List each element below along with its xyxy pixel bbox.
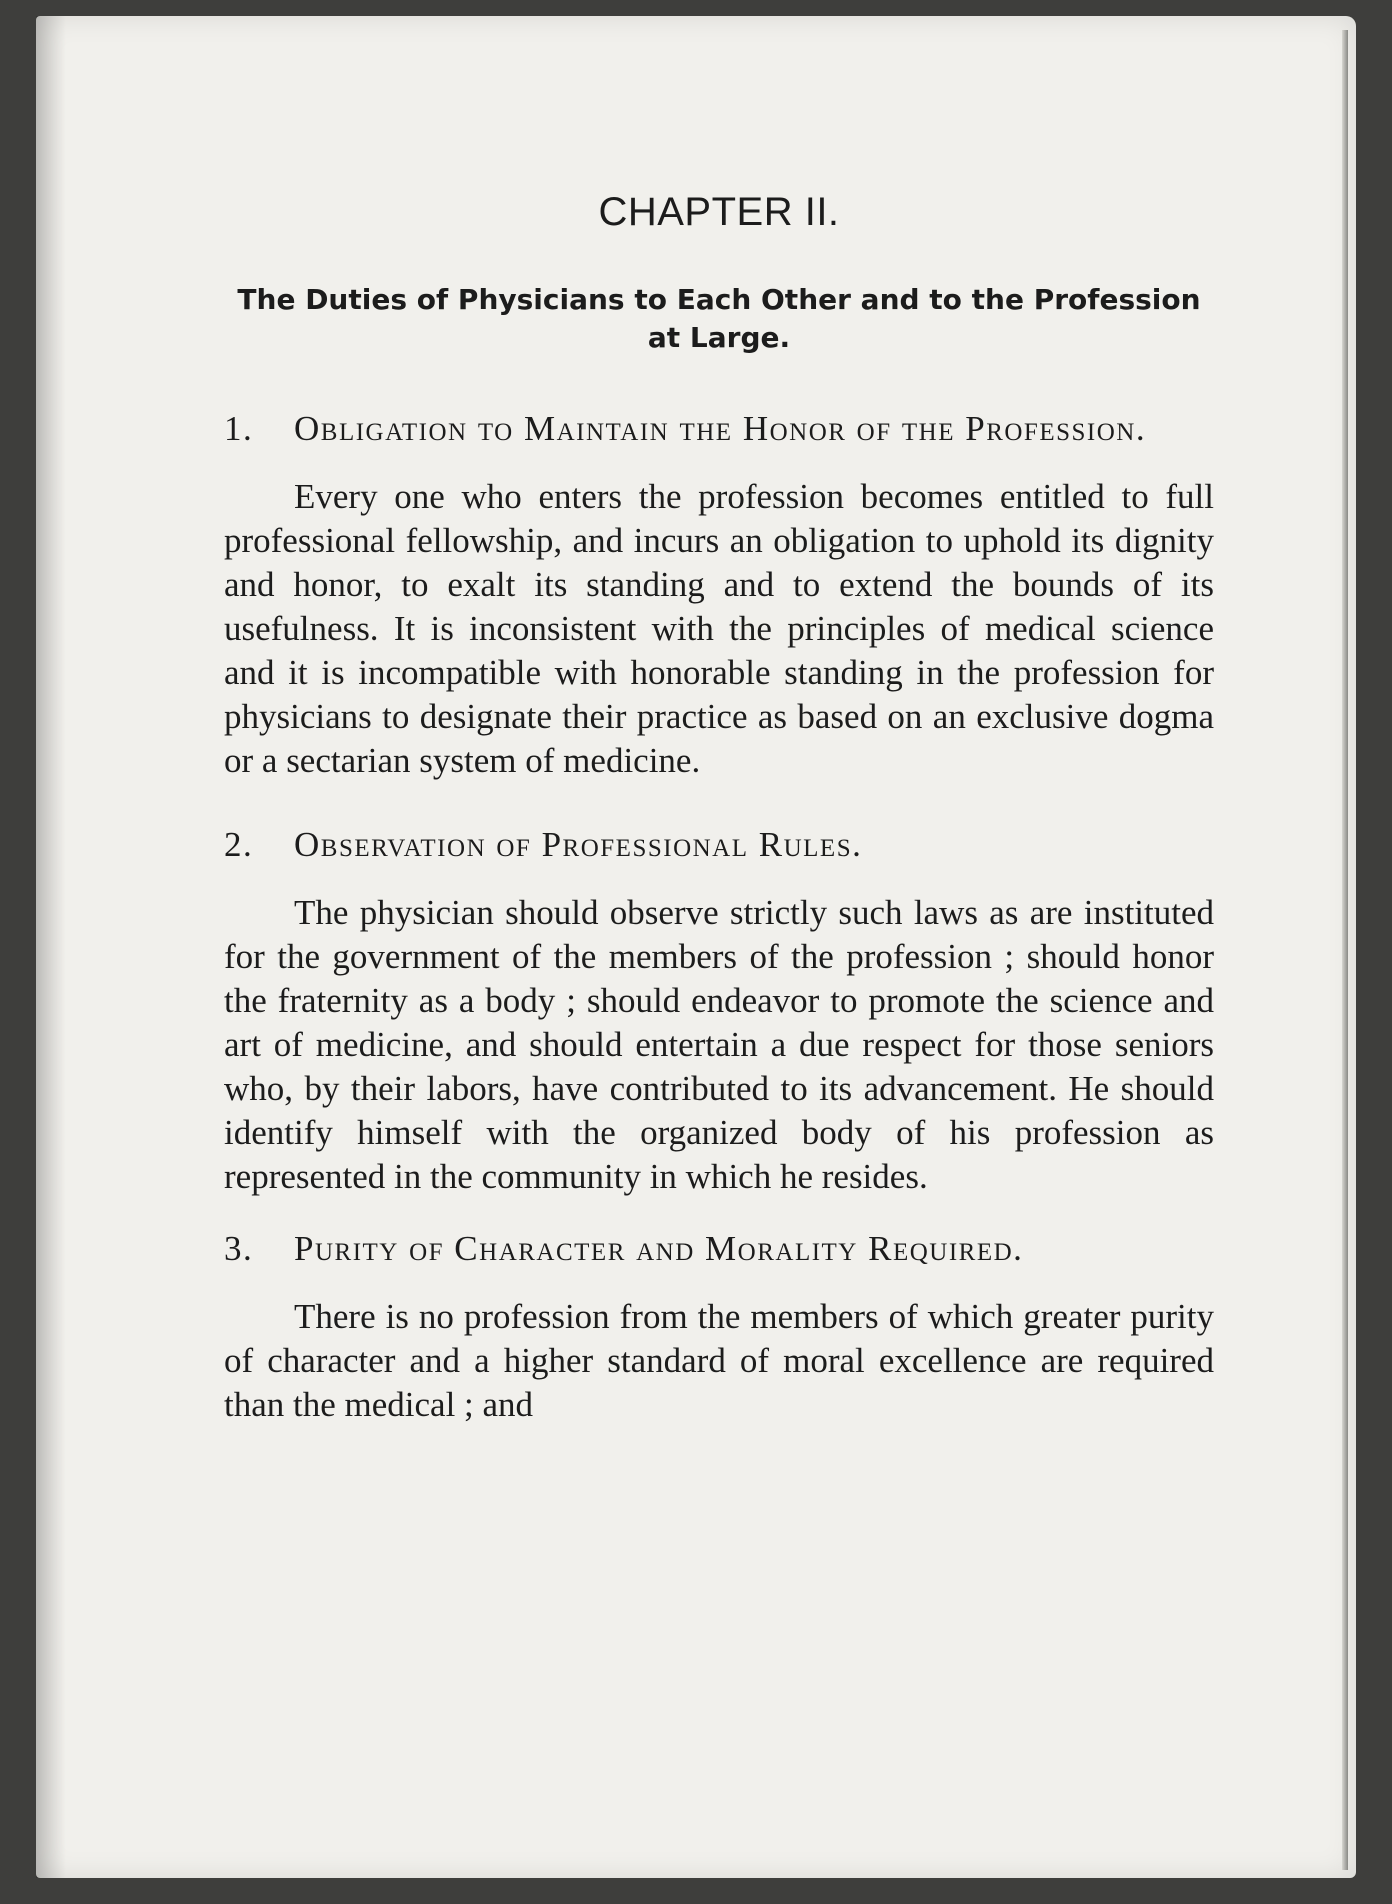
chapter-subtitle: The Duties of Physicians to Each Other and to the Profession at Large. — [237, 283, 1201, 354]
chapter-title: CHAPTER II. — [598, 190, 840, 234]
section-1-number: 1. — [224, 409, 254, 448]
section-1-text: Every one who enters the profession becomes entitled to full professional fellowship, and incurs an obligation to uphold its dignity and honor, to exalt its standing and to extend the bounds of its usefulness. It is inconsistent with the principles of medical science and it is incompatible with honorable standing in the profession for physicians to designate their practice as based on an exclusive dogma or a sectarian system of medicine. — [224, 477, 1214, 780]
section-3-text: There is no profession from the members of which greater purity of character and a higher standard of moral excellence are required than the medical ; and — [224, 1297, 1214, 1424]
section-2-heading — [224, 823, 1214, 867]
section-3-title: Purity of Character and Morality Required. — [294, 1229, 1024, 1268]
section-3-heading — [224, 1227, 1214, 1271]
section-3-number: 3. — [224, 1229, 254, 1268]
page-content — [224, 190, 1214, 1467]
section-1-title: Obligation to Maintain the Honor of the Profession. — [294, 409, 1147, 448]
section-2-number: 2. — [224, 825, 254, 864]
section-2-text: The physician should observe strictly such laws as are instituted for the government of the members of the profession ; should honor the fraternity as a body ; should endeavor to promote the science and art of medicine, and should entertain a due respect for those seniors who, by their labors, have contributed to its advancement. He should identify himself with the organized body of his profession as represented in the community in which he resides. — [224, 893, 1214, 1196]
spine-shadow — [36, 16, 66, 1878]
section-1-heading — [224, 407, 1214, 451]
section-2-title: Observation of Professional Rules. — [294, 825, 863, 864]
page-edge — [1342, 30, 1348, 1870]
